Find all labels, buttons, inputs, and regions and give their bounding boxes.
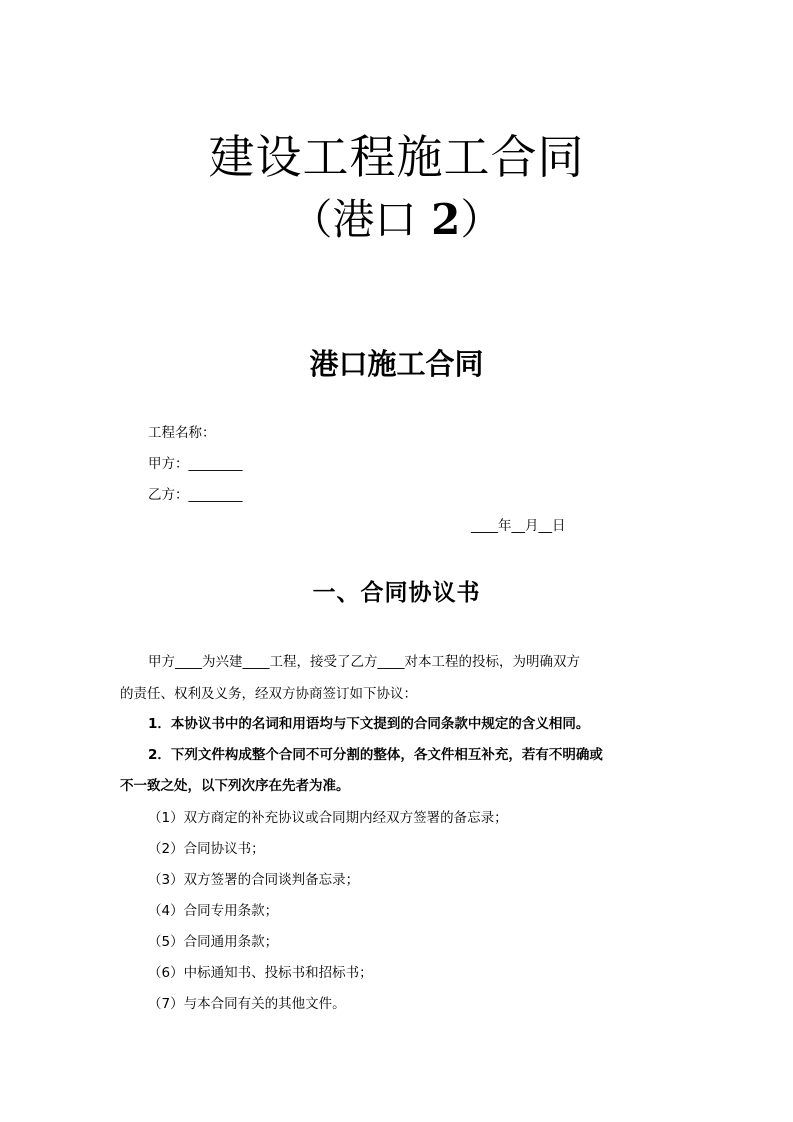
project-name-field: 工程名称： [148, 425, 216, 441]
list-item: （3）双方签署的合同谈判备忘录； [148, 872, 360, 888]
party-a-field: 甲方：________ [148, 456, 243, 472]
clause-2-line-1: 2．下列文件构成整个合同不可分割的整体，各文件相互补充，若有不明确或 [148, 747, 603, 763]
section-title: 一、合同协议书 [312, 579, 481, 606]
list-item: （7）与本合同有关的其他文件。 [148, 996, 346, 1012]
list-item: （4）合同专用条款； [148, 903, 279, 919]
clause-2-line-2: 不一致之处，以下列次序在先者为准。 [120, 778, 350, 794]
subtitle-open: （港口 [290, 195, 417, 244]
list-item: （5）合同通用条款； [148, 934, 279, 950]
date-line: ____年__月__日 [471, 518, 566, 534]
contract-title: 港口施工合同 [309, 347, 484, 381]
list-item: （6）中标通知书、投标书和招标书； [148, 965, 373, 981]
clause-1: 1．本协议书中的名词和用语均与下文提到的合同条款中规定的含义相同。 [148, 716, 590, 732]
list-item: （2）合同协议书； [148, 841, 265, 857]
subtitle-number: 2 [416, 195, 461, 244]
document-title: 建设工程施工合同 [208, 130, 585, 184]
intro-paragraph-line-1: 甲方____为兴建____工程，接受了乙方____对本工程的投标，为明确双方 [148, 654, 580, 670]
document-subtitle [0, 195, 793, 244]
intro-paragraph-line-2: 的责任、权利及义务，经双方协商签订如下协议： [120, 686, 417, 702]
list-item: （1）双方商定的补充协议或合同期内经双方签署的备忘录； [148, 810, 508, 826]
party-b-field: 乙方：________ [148, 487, 243, 503]
subtitle-close: ） [460, 195, 503, 244]
